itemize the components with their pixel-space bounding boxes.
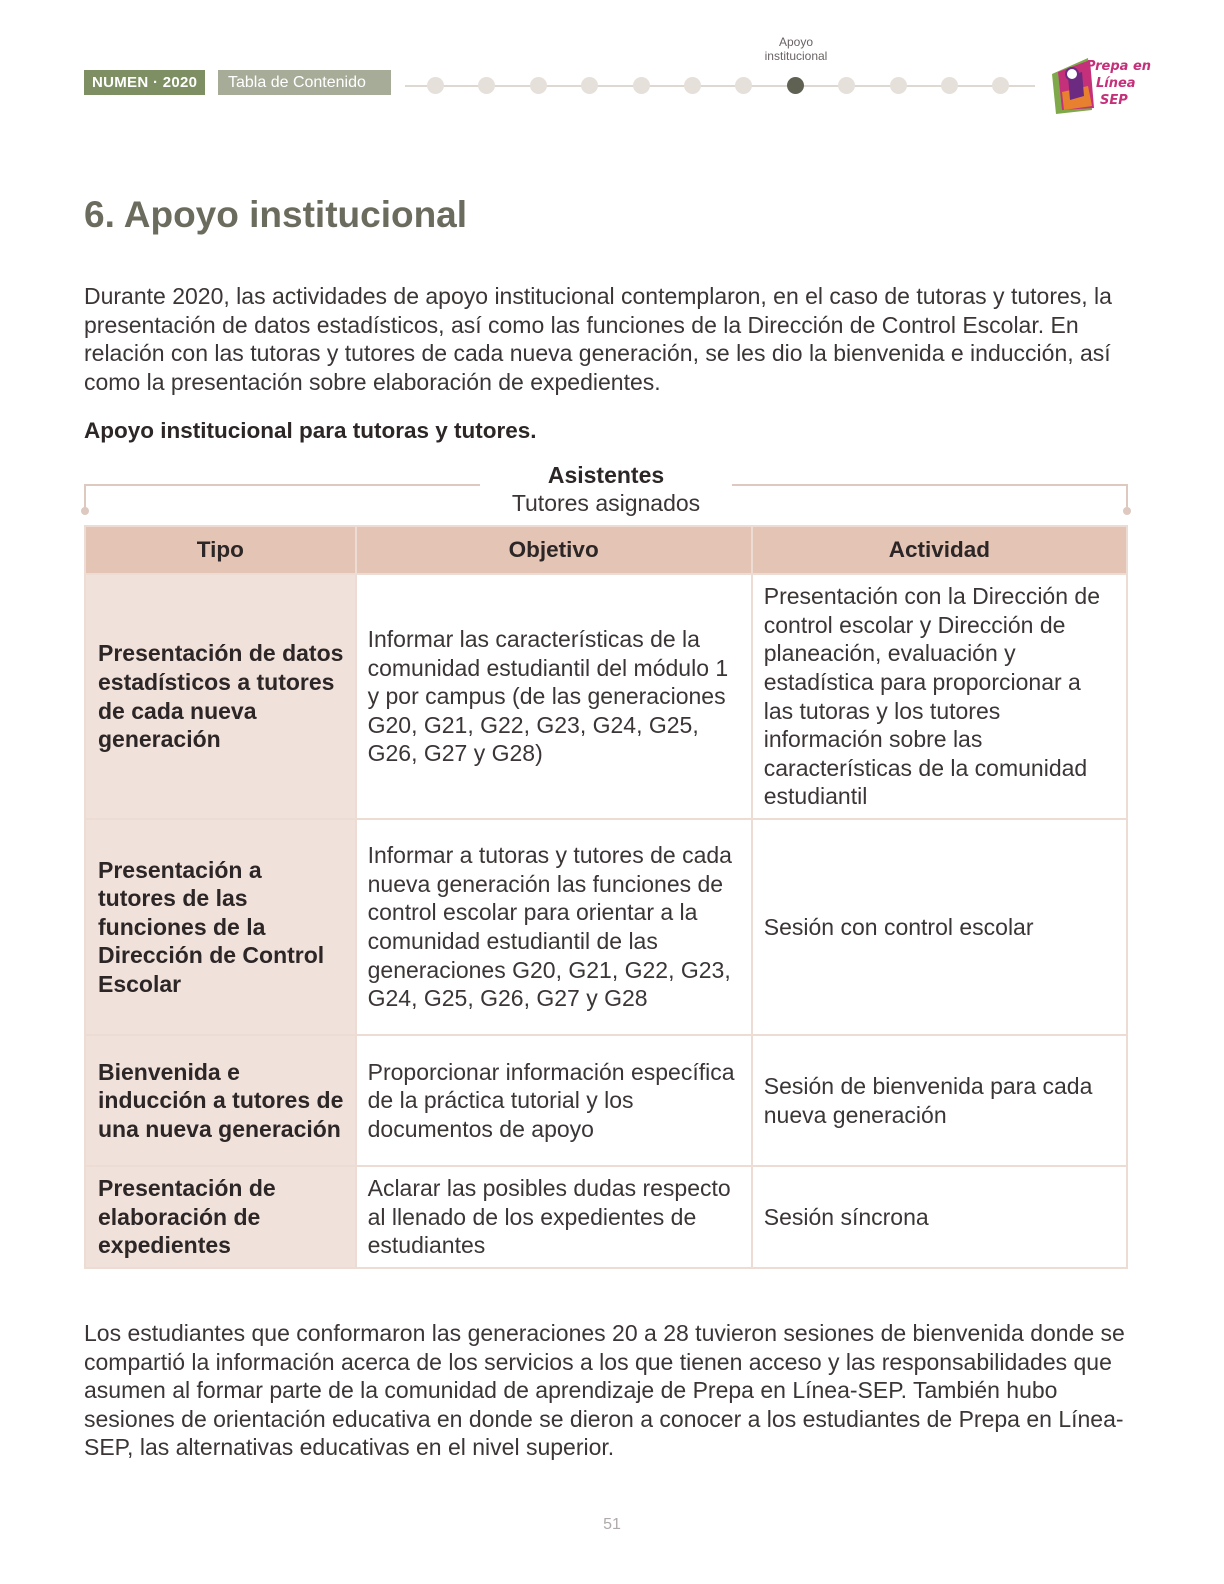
- table-row: [85, 1035, 1127, 1166]
- table-of-contents-link[interactable]: Tabla de Contenido: [218, 70, 391, 95]
- header-tipo: Tipo: [85, 526, 356, 574]
- intro-paragraph: Durante 2020, las actividades de apoyo institucional contemplaron, en el caso de tutoras y tutores, la presentación de datos estadísticos, así como las funciones de la Dirección de Control Escolar. En relación con las tutoras y tutores de cada nueva generación, se les dio la bienvenida e inducción, así como la presentación sobre elaboración de expedientes.: [84, 283, 1112, 395]
- table-row: [85, 1166, 1127, 1268]
- cell-objetivo: Proporcionar información específica de la práctica tutorial y los documentos de apoyo: [356, 1035, 752, 1166]
- cell-actividad: Sesión de bienvenida para cada nueva generación: [752, 1035, 1127, 1166]
- logo-text-line1: Prepa en: [1086, 59, 1152, 74]
- section-dot[interactable]: [735, 77, 752, 94]
- attendees-title: Asistentes: [547, 462, 665, 488]
- header-actividad: Actividad: [752, 526, 1127, 574]
- section-dot[interactable]: [838, 77, 855, 94]
- section-dot[interactable]: [941, 77, 958, 94]
- cell-objetivo: Informar a tutoras y tutores de cada nueva generación las funciones de control escolar para orientar a la comunidad estudiantil de las generaciones G20, G21, G22, G23, G24, G25, G26, G27 y G28: [356, 819, 752, 1035]
- section-dot[interactable]: [530, 77, 547, 94]
- table-row: [85, 819, 1127, 1035]
- cell-actividad: Sesión síncrona: [752, 1166, 1127, 1268]
- cell-actividad: Presentación con la Dirección de control escolar y Dirección de planeación, evaluación y estadística para proporcionar a las tutoras y los tutores información sobre las características de la comunidad estudiantil: [752, 574, 1127, 819]
- numen-badge: NUMEN · 2020: [84, 70, 205, 95]
- table-header-row: [85, 526, 1127, 574]
- section-dot[interactable]: [427, 77, 444, 94]
- section-dot[interactable]: [992, 77, 1009, 94]
- cell-tipo: Presentación de datos estadísticos a tutores de cada nueva generación: [85, 574, 356, 819]
- table-row: [85, 574, 1127, 819]
- prepa-en-linea-sep-logo: [1048, 52, 1152, 116]
- cell-objetivo: Aclarar las posibles dudas respecto al llenado de los expedientes de estudiantes: [356, 1166, 752, 1268]
- institutional-support-table: [84, 525, 1128, 1269]
- closing-paragraph: Los estudiantes que conformaron las generaciones 20 a 28 tuvieron sesiones de bienvenida donde se compartió la información acerca de los servicios a los que tienen acceso y las responsabilidades que asumen al formar parte de la comunidad de aprendizaje de Prepa en Línea-SEP. También hubo sesiones de orientación educativa en donde se dieron a conocer a los estudiantes de Prepa en Línea-SEP, las alternativas educativas en el nivel superior.: [84, 1320, 1125, 1461]
- page-number: 51: [603, 1516, 621, 1533]
- page-title: 6. Apoyo institucional: [84, 194, 468, 235]
- section-dot[interactable]: [890, 77, 907, 94]
- section-dot[interactable]: [684, 77, 701, 94]
- current-section-caption: Apoyo institucional: [764, 35, 828, 63]
- logo-text-line3: SEP: [1100, 93, 1128, 108]
- section-dot[interactable]: [633, 77, 650, 94]
- section-dot[interactable]: [581, 77, 598, 94]
- cell-tipo: Bienvenida e inducción a tutores de una nueva generación: [85, 1035, 356, 1166]
- logo-text-line2: Línea: [1096, 76, 1136, 91]
- cell-tipo: Presentación de elaboración de expedientes: [85, 1166, 356, 1268]
- section-dot[interactable]: [787, 77, 804, 94]
- cell-objetivo: Informar las características de la comunidad estudiantil del módulo 1 y por campus (de las generaciones G20, G21, G22, G23, G24, G25, G26, G27 y G28): [356, 574, 752, 819]
- attendees-value: Tutores asignados: [511, 490, 701, 516]
- cell-tipo: Presentación a tutores de las funciones de la Dirección de Control Escolar: [85, 819, 356, 1035]
- header-objetivo: Objetivo: [356, 526, 752, 574]
- section-dot[interactable]: [478, 77, 495, 94]
- table-subheading: Apoyo institucional para tutoras y tutores.: [84, 418, 537, 443]
- cell-actividad: Sesión con control escolar: [752, 819, 1127, 1035]
